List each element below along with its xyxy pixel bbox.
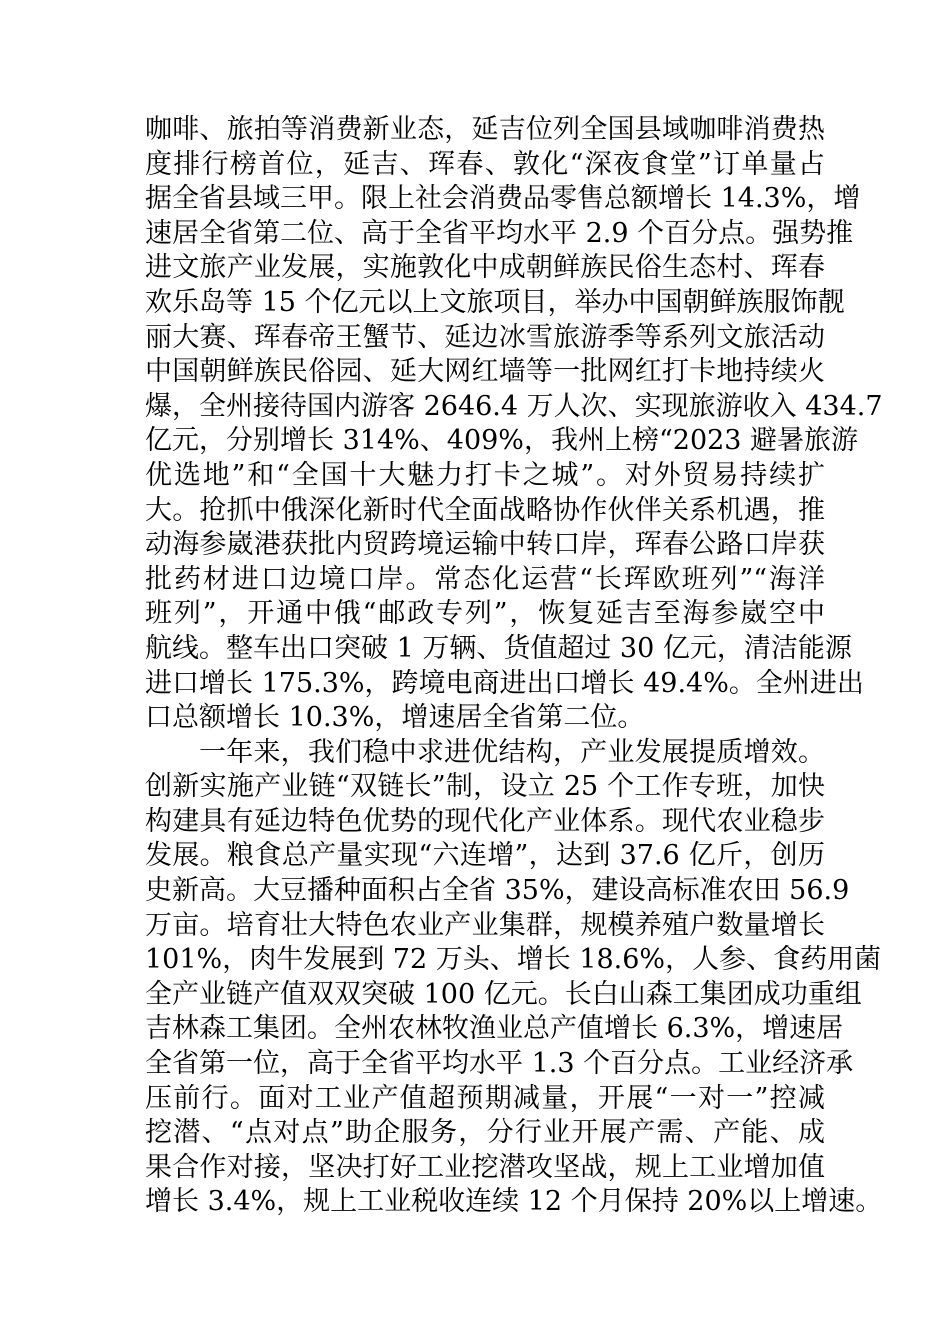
text-line: 爆，全州接待国内游客 2646.4 万人次、实现旅游收入 434.7 xyxy=(145,390,883,422)
text-line: 增长 3.4%，规上工业税收连续 12 个月保持 20%以上增速。 xyxy=(145,1186,883,1218)
text-line: 大。抢抓中俄深化新时代全面战略协作伙伴关系机遇，推 xyxy=(145,494,825,526)
text-line: 优选地”和“全国十大魅力打卡之城”。对外贸易持续扩 xyxy=(145,459,825,491)
text-line: 中国朝鲜族民俗园、延大网红墙等一批网红打卡地持续火 xyxy=(145,356,825,388)
text-line: 航线。整车出口突破 1 万辆、货值超过 30 亿元，清洁能源 xyxy=(145,632,852,664)
text-line: 史新高。大豆播种面积占全省 35%，建设高标准农田 56.9 xyxy=(145,875,850,907)
text-line: 进口增长 175.3%，跨境电商进出口增长 49.4%。全州进出 xyxy=(145,667,864,699)
text-line: 发展。粮食总产量实现“六连增”，达到 37.6 亿斤，创历 xyxy=(145,840,825,872)
text-line: 吉林森工集团。全州农林牧渔业总产值增长 6.3%，增速居 xyxy=(145,1013,844,1045)
text-line: 创新实施产业链“双链长”制，设立 25 个工作专班，加快 xyxy=(145,771,825,803)
text-line: 欢乐岛等 15 个亿元以上文旅项目，举办中国朝鲜族服饰靓 xyxy=(145,286,845,318)
text-line: 一年来，我们稳中求进优结构，产业发展提质增效。 xyxy=(199,736,825,768)
paragraph-industry-development xyxy=(145,736,883,1220)
text-line: 度排行榜首位，延吉、珲春、敦化“深夜食堂”订单量占 xyxy=(145,148,825,180)
text-line: 果合作对接，坚决打好工业挖潜攻坚战，规上工业增加值 xyxy=(145,1151,825,1183)
text-line: 压前行。面对工业产值超预期减量，开展“一对一”控减 xyxy=(145,1082,825,1114)
text-line: 全产业链产值双双突破 100 亿元。长白山森工集团成功重组 xyxy=(145,978,862,1010)
text-line: 咖啡、旅拍等消费新业态，延吉位列全国县域咖啡消费热 xyxy=(145,114,825,145)
text-line: 101%，肉牛发展到 72 万头、增长 18.6%，人参、食药用菌 xyxy=(145,944,882,976)
text-line: 据全省县域三甲。限上社会消费品零售总额增长 14.3%，增 xyxy=(145,183,861,215)
text-line: 丽大赛、珲春帝王蟹节、延边冰雪旅游季等系列文旅活动 xyxy=(145,321,825,353)
text-line: 构建具有延边特色优势的现代化产业体系。现代农业稳步 xyxy=(145,805,825,837)
text-line: 口总额增长 10.3%，增速居全省第二位。 xyxy=(145,702,645,734)
text-line: 动海参崴港获批内贸跨境运输中转口岸，珲春公路口岸获 xyxy=(145,529,825,561)
text-line: 进文旅产业发展，实施敦化中成朝鲜族民俗生态村、珲春 xyxy=(145,252,825,284)
text-line: 挖潜、“点对点”助企服务，分行业开展产需、产能、成 xyxy=(145,1117,825,1149)
text-line: 班列”，开通中俄“邮政专列”，恢复延吉至海参崴空中 xyxy=(145,598,825,630)
text-line: 全省第一位，高于全省平均水平 1.3 个百分点。工业经济承 xyxy=(145,1048,854,1080)
paragraph-consumption-trade xyxy=(145,113,883,736)
text-line: 速居全省第二位、高于全省平均水平 2.9 个百分点。强势推 xyxy=(145,217,854,249)
text-line: 批药材进口边境口岸。常态化运营“长珲欧班列”“海洋 xyxy=(145,563,825,595)
document-page xyxy=(145,113,883,1220)
text-line: 亿元，分别增长 314%、409%，我州上榜“2023 避暑旅游 xyxy=(145,425,859,457)
text-line: 万亩。培育壮大特色农业产业集群，规模养殖户数量增长 xyxy=(145,909,825,941)
